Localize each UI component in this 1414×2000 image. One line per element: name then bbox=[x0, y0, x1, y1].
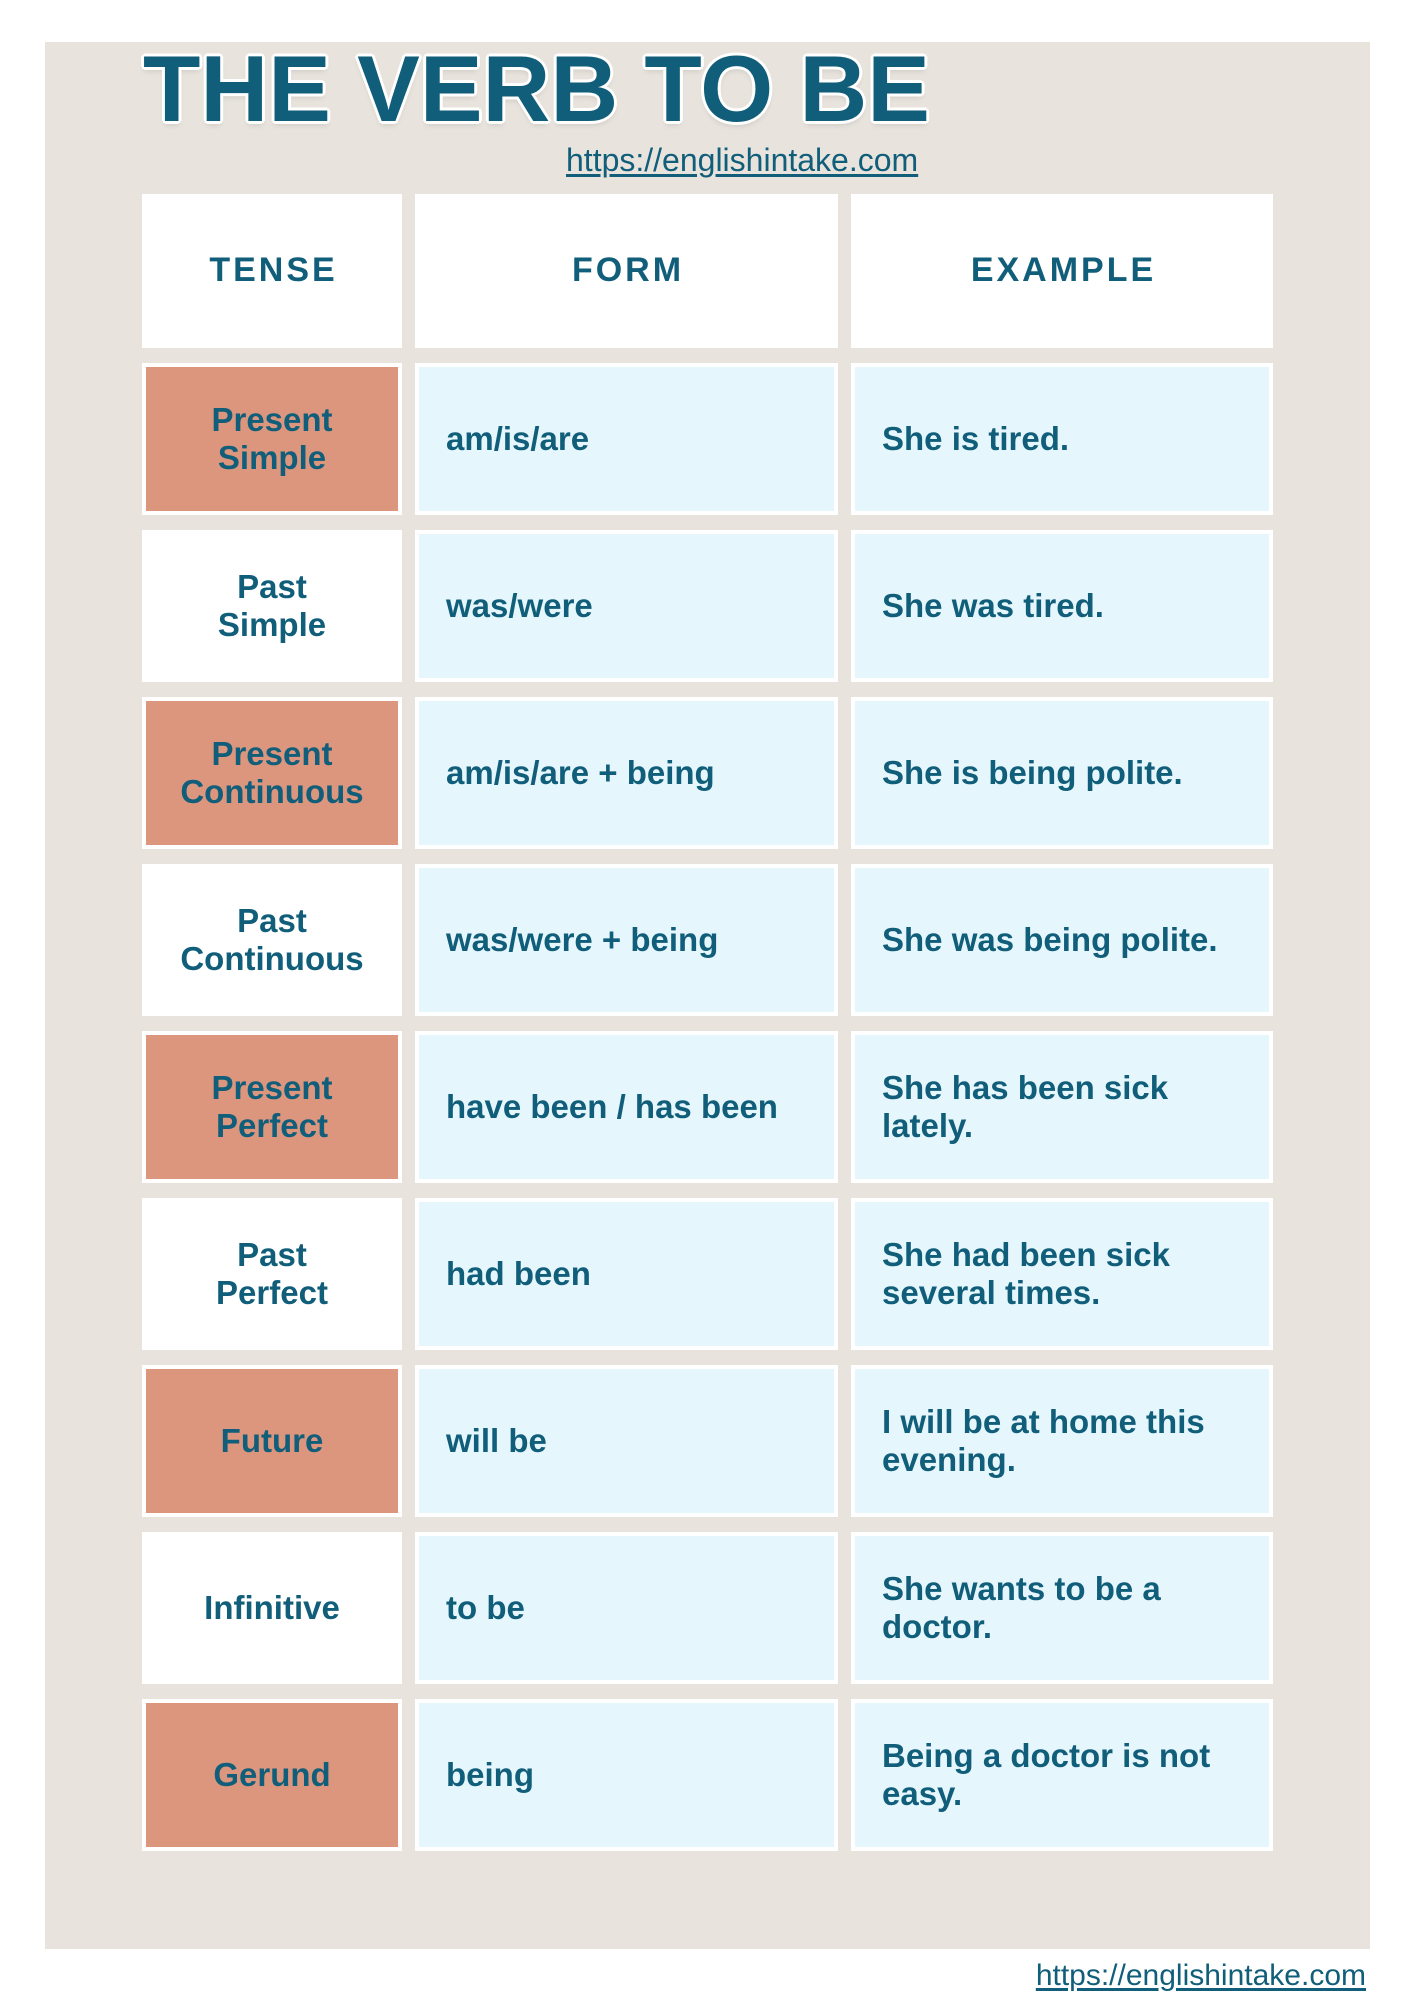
example-text: She wants to be a doctor. bbox=[882, 1570, 1161, 1645]
tense-cell bbox=[142, 1031, 402, 1183]
header-form-label: FORM bbox=[571, 251, 685, 290]
form-text: am/is/are + being bbox=[446, 754, 715, 792]
source-link-top[interactable]: https://englishintake.com bbox=[566, 142, 919, 178]
form-cell bbox=[415, 363, 838, 515]
example-cell bbox=[851, 1532, 1273, 1684]
example-cell bbox=[851, 530, 1273, 682]
form-text: was/were + being bbox=[446, 921, 719, 959]
example-cell bbox=[851, 1031, 1273, 1183]
example-cell bbox=[851, 864, 1273, 1016]
example-cell bbox=[851, 1198, 1273, 1350]
tense-cell bbox=[142, 1365, 402, 1517]
form-cell bbox=[415, 864, 838, 1016]
tense-cell bbox=[142, 1532, 402, 1684]
header-form bbox=[415, 194, 838, 348]
tense-cell bbox=[142, 1699, 402, 1851]
tense-label: Past Continuous bbox=[180, 902, 364, 977]
example-cell bbox=[851, 697, 1273, 849]
form-cell bbox=[415, 697, 838, 849]
form-text: am/is/are bbox=[446, 420, 590, 458]
example-text: Being a doctor is not easy. bbox=[882, 1737, 1211, 1812]
form-text: had been bbox=[446, 1255, 591, 1293]
tense-label: Future bbox=[220, 1422, 324, 1460]
form-cell bbox=[415, 1198, 838, 1350]
table-row bbox=[142, 1198, 1273, 1350]
tense-cell bbox=[142, 1198, 402, 1350]
form-text: will be bbox=[446, 1422, 547, 1460]
form-text: was/were bbox=[446, 587, 593, 625]
form-cell bbox=[415, 530, 838, 682]
example-text: She is tired. bbox=[882, 420, 1070, 458]
header-example bbox=[851, 194, 1273, 348]
tense-label: Gerund bbox=[213, 1756, 331, 1794]
tense-cell bbox=[142, 864, 402, 1016]
tense-cell bbox=[142, 697, 402, 849]
form-cell bbox=[415, 1031, 838, 1183]
form-text: have been / has been bbox=[446, 1088, 778, 1126]
example-cell bbox=[851, 363, 1273, 515]
form-cell bbox=[415, 1365, 838, 1517]
table-row bbox=[142, 1532, 1273, 1684]
tense-label: Past Perfect bbox=[216, 1236, 328, 1311]
tense-cell bbox=[142, 530, 402, 682]
example-text: She had been sick several times. bbox=[882, 1236, 1170, 1311]
example-text: She has been sick lately. bbox=[882, 1069, 1169, 1144]
form-text: to be bbox=[446, 1589, 525, 1627]
table-row bbox=[142, 1699, 1273, 1851]
tense-label: Past Simple bbox=[217, 568, 327, 643]
tense-label: Infinitive bbox=[204, 1589, 340, 1627]
table-row bbox=[142, 697, 1273, 849]
example-text: She was being polite. bbox=[882, 921, 1218, 959]
header-tense-label: TENSE bbox=[209, 251, 338, 290]
tense-label: Present Perfect bbox=[211, 1069, 333, 1144]
table-row bbox=[142, 530, 1273, 682]
table-row bbox=[142, 363, 1273, 515]
source-link-bottom[interactable]: https://englishintake.com bbox=[1035, 1959, 1366, 1992]
table-row bbox=[142, 1031, 1273, 1183]
example-text: I will be at home this evening. bbox=[882, 1403, 1205, 1478]
tense-label: Present Simple bbox=[211, 401, 333, 476]
example-text: She was tired. bbox=[882, 587, 1104, 625]
page-title: THE VERB TO BE bbox=[143, 36, 930, 141]
header-example-label: EXAMPLE bbox=[970, 251, 1157, 290]
tense-cell bbox=[142, 363, 402, 515]
header-tense bbox=[142, 194, 402, 348]
example-cell bbox=[851, 1699, 1273, 1851]
form-cell bbox=[415, 1699, 838, 1851]
table-row bbox=[142, 1365, 1273, 1517]
example-text: She is being polite. bbox=[882, 754, 1183, 792]
table-row bbox=[142, 864, 1273, 1016]
table-header-row bbox=[142, 194, 1273, 348]
form-text: being bbox=[446, 1756, 534, 1794]
example-cell bbox=[851, 1365, 1273, 1517]
verb-table bbox=[142, 194, 1273, 1851]
form-cell bbox=[415, 1532, 838, 1684]
tense-label: Present Continuous bbox=[180, 735, 364, 810]
